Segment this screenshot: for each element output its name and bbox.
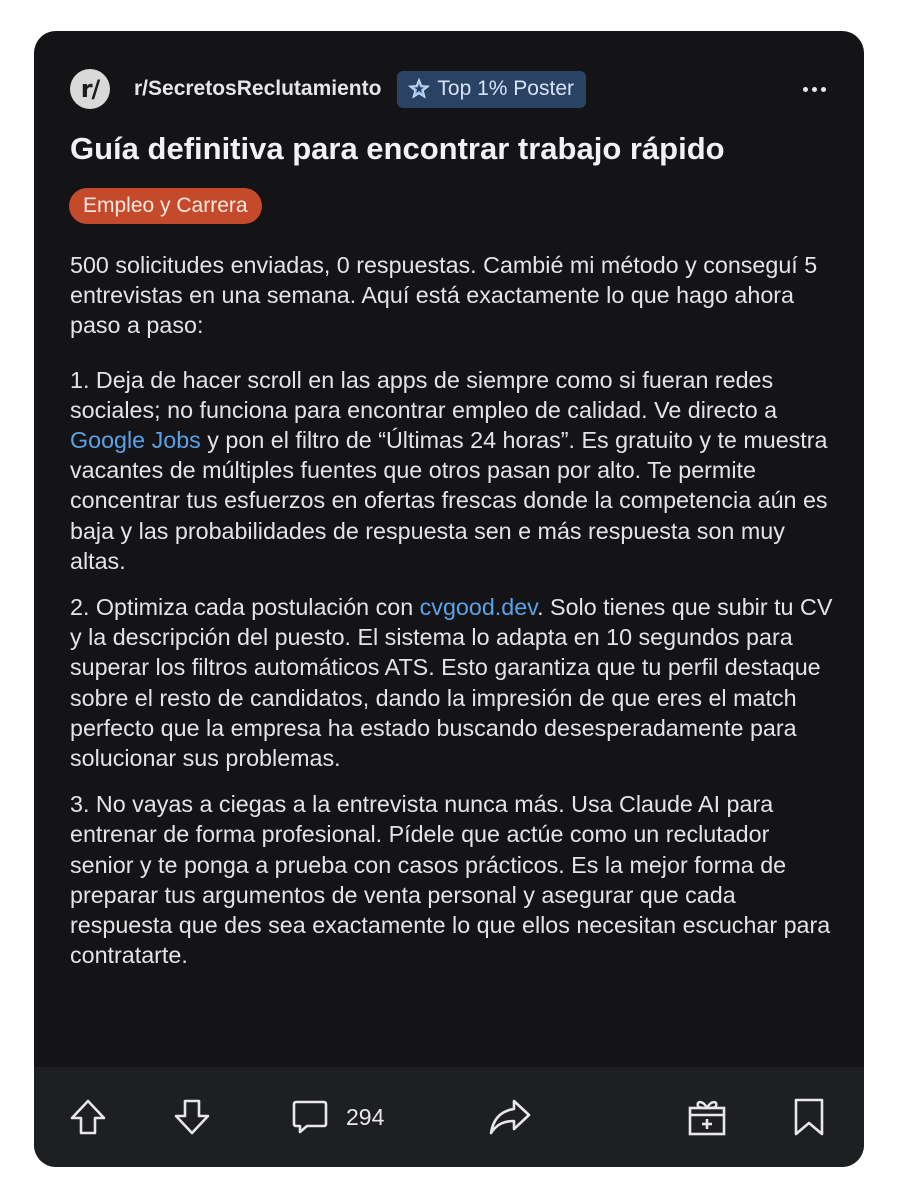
subreddit-avatar[interactable] [70,69,110,109]
badge-label: Top 1% Poster [437,77,574,100]
subreddit-name[interactable]: r/SecretosReclutamiento [134,77,382,100]
comments-button[interactable] [290,1097,384,1137]
cvgood-link[interactable]: cvgood.dev [419,594,538,621]
post-step-2 [70,592,836,773]
upvote-icon [68,1097,108,1137]
upvote-button[interactable] [68,1097,108,1137]
google-jobs-link[interactable]: Google Jobs [70,427,201,454]
post-step-3: 3. No vayas a ciegas a la entrevista nunca más. Usa Claude AI para entrenar de forma profesional. Pídele que actúe como un reclutador senior y te ponga a prueba con casos prácticos. Es la mejor forma de preparar tus argumentos de venta personal y asegurar que cada respuesta que des sea exactamente lo que ellos necesitan escuchar para contratarte. [70,791,831,969]
star-icon [407,77,431,101]
share-button[interactable] [488,1097,532,1137]
post-card [34,31,864,1167]
downvote-button[interactable] [172,1097,212,1137]
comment-count: 294 [346,1103,385,1130]
more-icon[interactable] [795,74,834,104]
step-2-text: 2. Optimiza cada postulación con [70,594,420,621]
award-button[interactable] [686,1097,728,1137]
post-flair[interactable]: Empleo y Carrera [69,188,262,224]
award-icon [686,1096,728,1138]
step-1-text-cont: y pon el filtro de “Últimas 24 horas”. Es gratuito y te muestra vacantes de múltiples fuentes que otros pasan por alto. Te permite concentrar tus esfuerzos en ofertas frescas donde la competencia aún es baja y las probabilidades de respuesta sen e más respuesta son muy altas. [70,427,828,574]
post-body [70,250,836,986]
share-icon [488,1097,532,1137]
top-poster-badge [397,71,586,108]
post-intro: 500 solicitudes enviadas, 0 respuestas. Cambié mi método y conseguí 5 entrevistas en una semana. Aquí está exactamente lo que hago ahora paso a paso: [70,252,818,339]
post-title[interactable]: Guía definitiva para encontrar trabajo rápido [70,131,725,166]
post-step-1 [70,365,836,576]
step-2-text-cont: . Solo tienes que subir tu CV y la descripción del puesto. El sistema lo adapta en 10 segundos para superar los filtros automáticos ATS. Esto garantiza que tu perfil destaque sobre el resto de candidatos, dando la impresión de que eres el match perfecto que la empresa ha estado buscando desesperadamente para solucionar sus problemas. [70,594,833,772]
save-button[interactable] [792,1097,826,1137]
action-bar [34,1067,864,1167]
bookmark-icon [792,1097,826,1137]
post-header [70,68,834,110]
comment-icon [290,1097,330,1137]
reddit-avatar-icon: r/ [80,75,100,103]
downvote-icon [172,1097,212,1137]
step-1-text: 1. Deja de hacer scroll en las apps de siempre como si fueran redes sociales; no funciona para encontrar empleo de calidad. Ve directo a [70,366,778,423]
